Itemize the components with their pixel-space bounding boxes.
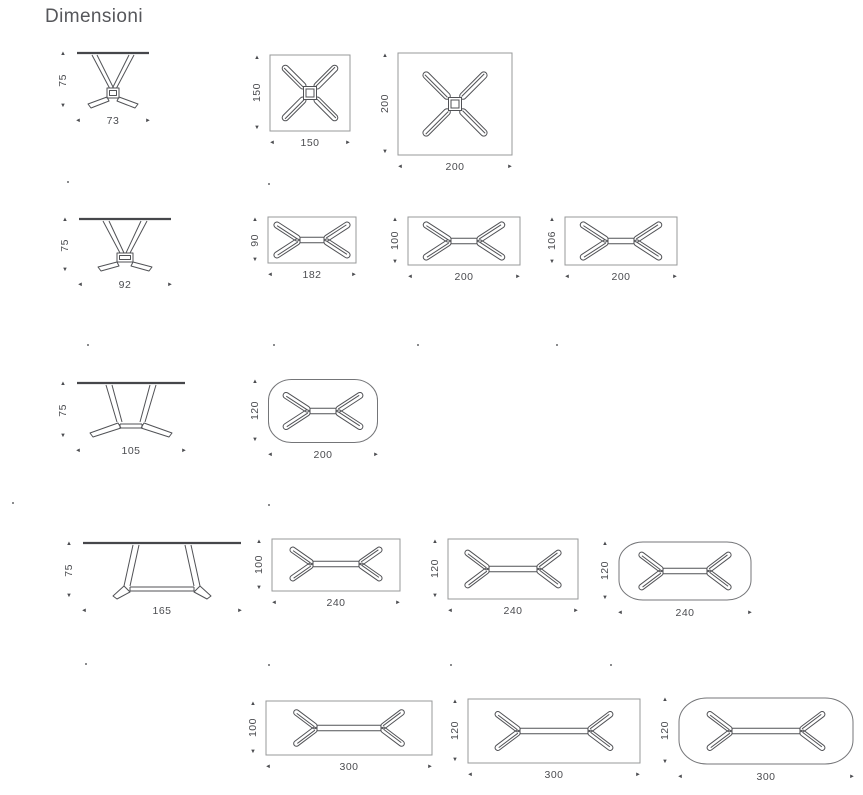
height-label: 100 xyxy=(247,718,259,738)
arrow-left-icon: ◄ xyxy=(265,764,271,770)
height-dimension xyxy=(248,54,266,132)
table-top-view-drawing xyxy=(265,700,433,756)
width-dimension xyxy=(265,756,433,774)
figure-front-75x105 xyxy=(54,380,187,458)
width-dimension xyxy=(267,444,379,462)
arrow-down-icon: ▼ xyxy=(602,595,608,601)
height-dimension xyxy=(446,698,464,764)
height-label: 75 xyxy=(57,403,69,417)
table-front-view-drawing xyxy=(77,216,173,274)
width-label: 105 xyxy=(121,445,141,457)
width-dimension xyxy=(397,156,513,174)
figure-top-square-200 xyxy=(376,52,513,174)
width-dimension xyxy=(77,274,173,292)
arrow-up-icon: ▲ xyxy=(662,697,668,703)
arrow-down-icon: ▼ xyxy=(60,433,66,439)
height-dimension xyxy=(656,696,674,766)
arrow-left-icon: ◄ xyxy=(77,282,83,288)
figure-top-rect-200x100 xyxy=(386,216,521,284)
arrow-right-icon: ► xyxy=(515,274,521,280)
height-dimension xyxy=(596,540,614,602)
arrow-right-icon: ► xyxy=(573,608,579,614)
table-front-view-drawing xyxy=(81,540,243,600)
arrow-left-icon: ◄ xyxy=(467,772,473,778)
width-label: 240 xyxy=(675,607,695,619)
arrow-right-icon: ► xyxy=(145,118,151,124)
arrow-up-icon: ▲ xyxy=(452,699,458,705)
arrow-left-icon: ◄ xyxy=(397,164,403,170)
arrow-left-icon: ◄ xyxy=(677,774,683,780)
figure-top-rect-300x120 xyxy=(446,698,641,782)
table-top-view-drawing xyxy=(397,52,513,156)
arrow-down-icon: ▼ xyxy=(549,259,555,265)
arrow-down-icon: ▼ xyxy=(392,259,398,265)
height-label: 200 xyxy=(379,94,391,114)
arrow-up-icon: ▲ xyxy=(62,217,68,223)
arrow-left-icon: ◄ xyxy=(267,272,273,278)
width-label: 200 xyxy=(313,449,333,461)
arrow-left-icon: ◄ xyxy=(267,452,273,458)
figure-top-rect-200x106 xyxy=(543,216,678,284)
table-top-view-drawing xyxy=(447,538,579,600)
width-dimension xyxy=(75,110,151,128)
height-dimension xyxy=(246,216,264,264)
arrow-right-icon: ► xyxy=(427,764,433,770)
height-dimension xyxy=(244,700,262,756)
figure-top-rounded-240x120 xyxy=(596,540,753,620)
separator-dot xyxy=(268,183,270,185)
table-top-view-drawing xyxy=(269,54,351,132)
arrow-left-icon: ◄ xyxy=(271,600,277,606)
arrow-left-icon: ◄ xyxy=(75,448,81,454)
width-label: 240 xyxy=(326,597,346,609)
arrow-down-icon: ▼ xyxy=(66,593,72,599)
width-label: 200 xyxy=(454,271,474,283)
separator-dot xyxy=(610,664,612,666)
page-title: Dimensioni xyxy=(45,6,143,27)
width-dimension xyxy=(617,602,753,620)
height-dimension xyxy=(426,538,444,600)
width-label: 92 xyxy=(118,279,132,291)
arrow-up-icon: ▲ xyxy=(549,217,555,223)
arrow-left-icon: ◄ xyxy=(269,140,275,146)
figure-top-rect-182x90 xyxy=(246,216,357,282)
arrow-right-icon: ► xyxy=(747,610,753,616)
arrow-left-icon: ◄ xyxy=(617,610,623,616)
arrow-left-icon: ◄ xyxy=(447,608,453,614)
table-top-view-drawing xyxy=(564,216,678,266)
width-dimension xyxy=(271,592,401,610)
separator-dot xyxy=(67,181,69,183)
arrow-up-icon: ▲ xyxy=(392,217,398,223)
arrow-right-icon: ► xyxy=(181,448,187,454)
height-label: 106 xyxy=(546,231,558,251)
height-label: 120 xyxy=(249,401,261,421)
arrow-right-icon: ► xyxy=(167,282,173,288)
width-dimension xyxy=(75,440,187,458)
figure-top-rect-240x120 xyxy=(426,538,579,618)
separator-dot xyxy=(12,502,14,504)
arrow-down-icon: ▼ xyxy=(452,757,458,763)
width-dimension xyxy=(467,764,641,782)
arrow-down-icon: ▼ xyxy=(432,593,438,599)
arrow-down-icon: ▼ xyxy=(250,749,256,755)
table-front-view-drawing xyxy=(75,380,187,440)
arrow-up-icon: ▲ xyxy=(602,541,608,547)
separator-dot xyxy=(417,344,419,346)
arrow-right-icon: ► xyxy=(507,164,513,170)
table-top-view-drawing xyxy=(407,216,521,266)
separator-dot xyxy=(85,663,87,665)
figure-front-75x165 xyxy=(60,540,243,618)
width-dimension xyxy=(564,266,678,284)
arrow-up-icon: ▲ xyxy=(250,701,256,707)
arrow-right-icon: ► xyxy=(237,608,243,614)
width-label: 150 xyxy=(300,137,320,149)
width-label: 240 xyxy=(503,605,523,617)
table-top-view-drawing xyxy=(267,378,379,444)
table-top-view-drawing xyxy=(617,540,753,602)
arrow-up-icon: ▲ xyxy=(252,217,258,223)
separator-dot xyxy=(450,664,452,666)
width-dimension xyxy=(677,766,855,784)
arrow-down-icon: ▼ xyxy=(60,103,66,109)
arrow-up-icon: ▲ xyxy=(254,55,260,61)
arrow-left-icon: ◄ xyxy=(564,274,570,280)
height-label: 120 xyxy=(659,721,671,741)
height-dimension xyxy=(246,378,264,444)
arrow-left-icon: ◄ xyxy=(81,608,87,614)
arrow-right-icon: ► xyxy=(849,774,855,780)
table-top-view-drawing xyxy=(271,538,401,592)
width-label: 200 xyxy=(445,161,465,173)
separator-dot xyxy=(273,344,275,346)
figure-front-75x73 xyxy=(54,50,151,128)
height-label: 75 xyxy=(63,563,75,577)
figure-top-square-150 xyxy=(248,54,351,150)
arrow-right-icon: ► xyxy=(395,600,401,606)
height-dimension xyxy=(54,50,72,110)
arrow-left-icon: ◄ xyxy=(407,274,413,280)
height-dimension xyxy=(250,538,268,592)
height-label: 150 xyxy=(251,83,263,103)
height-label: 120 xyxy=(599,561,611,581)
width-label: 73 xyxy=(106,115,120,127)
table-top-view-drawing xyxy=(677,696,855,766)
arrow-down-icon: ▼ xyxy=(382,149,388,155)
height-label: 120 xyxy=(449,721,461,741)
arrow-up-icon: ▲ xyxy=(60,381,66,387)
arrow-right-icon: ► xyxy=(672,274,678,280)
height-label: 90 xyxy=(249,233,261,247)
height-label: 100 xyxy=(253,555,265,575)
height-dimension xyxy=(56,216,74,274)
arrow-left-icon: ◄ xyxy=(75,118,81,124)
arrow-right-icon: ► xyxy=(345,140,351,146)
figure-top-rounded-200x120 xyxy=(246,378,379,462)
table-front-view-drawing xyxy=(75,50,151,110)
height-dimension xyxy=(543,216,561,266)
width-label: 300 xyxy=(756,771,776,783)
width-label: 165 xyxy=(152,605,172,617)
arrow-down-icon: ▼ xyxy=(252,437,258,443)
width-dimension xyxy=(447,600,579,618)
separator-dot xyxy=(268,664,270,666)
arrow-down-icon: ▼ xyxy=(256,585,262,591)
separator-dot xyxy=(87,344,89,346)
height-label: 120 xyxy=(429,559,441,579)
arrow-up-icon: ▲ xyxy=(66,541,72,547)
arrow-up-icon: ▲ xyxy=(256,539,262,545)
separator-dot xyxy=(556,344,558,346)
arrow-down-icon: ▼ xyxy=(254,125,260,131)
height-dimension xyxy=(60,540,78,600)
arrow-up-icon: ▲ xyxy=(252,379,258,385)
table-top-view-drawing xyxy=(267,216,357,264)
height-label: 75 xyxy=(57,73,69,87)
width-dimension xyxy=(407,266,521,284)
height-dimension xyxy=(54,380,72,440)
width-label: 300 xyxy=(339,761,359,773)
width-label: 200 xyxy=(611,271,631,283)
arrow-right-icon: ► xyxy=(351,272,357,278)
arrow-up-icon: ▲ xyxy=(382,53,388,59)
arrow-up-icon: ▲ xyxy=(432,539,438,545)
width-label: 182 xyxy=(302,269,322,281)
height-label: 75 xyxy=(59,238,71,252)
separator-dot xyxy=(268,504,270,506)
figure-front-75x92 xyxy=(56,216,173,292)
arrow-right-icon: ► xyxy=(373,452,379,458)
figure-top-rect-240x100 xyxy=(250,538,401,610)
arrow-down-icon: ▼ xyxy=(62,267,68,273)
width-dimension xyxy=(269,132,351,150)
arrow-right-icon: ► xyxy=(635,772,641,778)
height-dimension xyxy=(386,216,404,266)
width-dimension xyxy=(81,600,243,618)
arrow-down-icon: ▼ xyxy=(662,759,668,765)
height-dimension xyxy=(376,52,394,156)
figure-top-rect-300x100 xyxy=(244,700,433,774)
width-label: 300 xyxy=(544,769,564,781)
table-top-view-drawing xyxy=(467,698,641,764)
arrow-down-icon: ▼ xyxy=(252,257,258,263)
figure-top-rounded-300x120 xyxy=(656,696,855,784)
arrow-up-icon: ▲ xyxy=(60,51,66,57)
height-label: 100 xyxy=(389,231,401,251)
width-dimension xyxy=(267,264,357,282)
